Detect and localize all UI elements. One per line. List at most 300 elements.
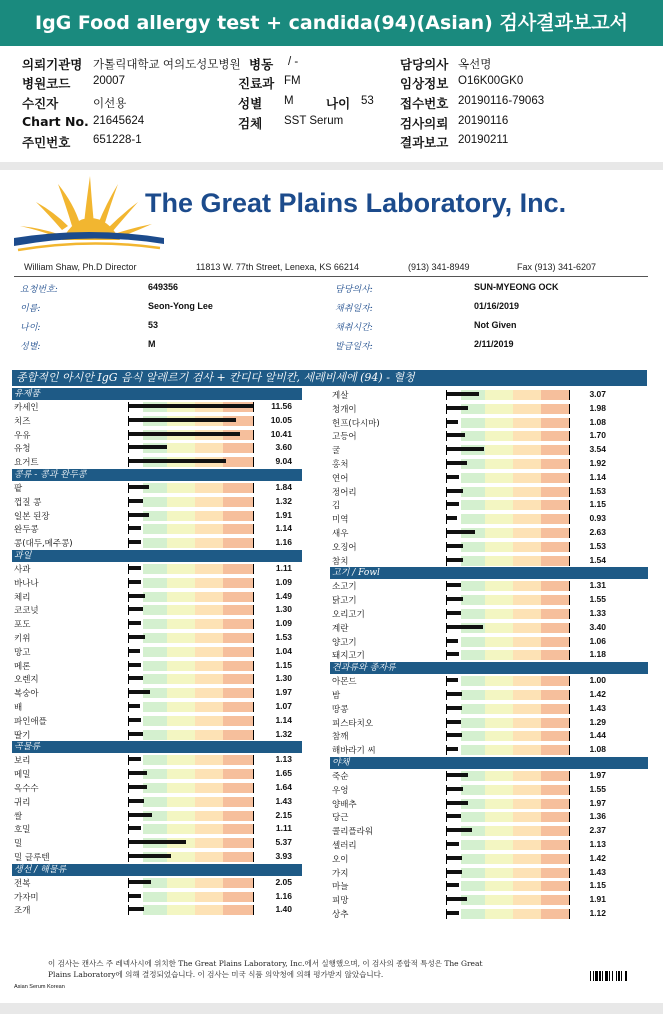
range-track <box>128 730 254 740</box>
range-zone <box>513 676 541 686</box>
result-bar <box>447 720 461 724</box>
food-name: 땅콩 <box>332 704 349 715</box>
range-zone <box>541 812 569 822</box>
result-bar <box>129 499 143 503</box>
food-name: 사과 <box>14 564 31 575</box>
range-zone <box>195 647 223 657</box>
range-zone <box>541 595 569 605</box>
result-row <box>12 400 302 414</box>
result-bar <box>447 897 467 901</box>
range-zone <box>541 581 569 591</box>
receipt-no-value: 20190116-79063 <box>458 95 545 107</box>
sex-label-2: 성별: <box>20 342 41 352</box>
range-zone <box>461 514 485 524</box>
food-name: 밀 글루텐 <box>14 852 50 863</box>
ward-value: / - <box>288 56 299 68</box>
range-zone <box>167 483 195 493</box>
range-zone <box>167 605 195 615</box>
result-bar <box>129 513 149 517</box>
barcode-icon <box>590 971 646 981</box>
result-value: 1.42 <box>589 852 606 863</box>
range-track <box>446 704 570 714</box>
range-track <box>446 868 570 878</box>
result-value: 1.09 <box>275 576 292 587</box>
result-row <box>12 700 302 714</box>
range-zone <box>223 483 253 493</box>
result-row <box>12 603 302 617</box>
range-zone <box>485 909 513 919</box>
food-name: 카세인 <box>14 403 39 413</box>
food-name: 완두콩 <box>14 525 39 536</box>
food-name: 배 <box>14 702 23 713</box>
food-name: 코코넛 <box>14 606 39 617</box>
range-zone <box>485 840 513 850</box>
range-track <box>446 909 570 919</box>
result-row <box>330 879 648 893</box>
collect-date-label: 채취일자: <box>335 304 373 314</box>
result-value: 1.55 <box>589 594 606 605</box>
result-row <box>12 441 302 455</box>
food-name: 헌프(다시마) <box>332 418 380 429</box>
resident-no-label: 주민번호 <box>22 135 71 150</box>
result-value: 1.55 <box>589 783 606 794</box>
range-zone <box>461 595 485 605</box>
range-zone <box>485 771 513 781</box>
range-zone <box>541 690 569 700</box>
range-zone <box>167 564 195 574</box>
range-zone <box>485 745 513 755</box>
disclaimer-line-2: Plains Laboratory에 의해 결정되었습니다. 이 검사는 미국 식품 의약청에 의해 평가받지 않았습니다. <box>48 970 384 979</box>
range-zone <box>485 799 513 809</box>
range-track <box>446 785 570 795</box>
result-bar <box>447 516 457 520</box>
food-name: 아몬드 <box>332 677 357 688</box>
food-name: 치즈 <box>14 416 31 427</box>
doctor-label: 담당의사 <box>400 57 449 72</box>
food-name: 귀리 <box>14 797 31 808</box>
result-row <box>12 536 302 550</box>
food-name: 전복 <box>14 878 31 889</box>
result-bar <box>447 597 463 601</box>
result-bar <box>447 530 475 534</box>
result-value: 1.00 <box>589 675 606 686</box>
range-zone <box>195 511 223 521</box>
food-name: 옥수수 <box>14 783 39 794</box>
range-track <box>128 647 254 657</box>
result-value: 1.08 <box>589 744 606 755</box>
result-row <box>12 631 302 645</box>
issue-date-value: 2/11/2019 <box>474 339 514 349</box>
department-label: 진료과 <box>238 76 275 91</box>
result-row <box>12 414 302 428</box>
range-zone <box>485 500 513 510</box>
department-value: FM <box>284 75 301 87</box>
range-zone <box>541 799 569 809</box>
range-zone <box>223 905 253 915</box>
range-zone <box>461 718 485 728</box>
hospital-code-value: 20007 <box>93 75 125 87</box>
result-value: 1.32 <box>275 495 292 506</box>
range-zone <box>541 731 569 741</box>
range-zone <box>513 650 541 660</box>
range-zone <box>485 431 513 441</box>
food-name: 피망 <box>332 896 349 907</box>
result-value: 1.44 <box>589 730 606 741</box>
range-zone <box>485 676 513 686</box>
range-zone <box>167 661 195 671</box>
range-track <box>128 564 254 574</box>
food-name: 우유 <box>14 430 31 441</box>
req-no-label: 요청번호: <box>20 285 58 295</box>
range-zone <box>513 431 541 441</box>
result-row <box>330 824 648 838</box>
range-zone <box>195 852 223 862</box>
range-zone <box>541 771 569 781</box>
food-name: 양배추 <box>332 799 357 810</box>
range-zone <box>223 838 253 848</box>
category-header: 유제품 <box>12 388 302 400</box>
report-date-value: 20190211 <box>458 134 509 146</box>
range-zone <box>195 605 223 615</box>
range-zone <box>513 909 541 919</box>
result-value: 1.14 <box>275 523 292 534</box>
food-name: 콩(대두,메주콩) <box>14 539 73 550</box>
result-value: 1.09 <box>275 618 292 629</box>
food-name: 팥 <box>14 483 23 494</box>
range-zone <box>541 854 569 864</box>
range-zone <box>541 718 569 728</box>
disclaimer-line-1: 이 검사는 캔사스 주 레넥사시에 위치한 The Great Plains Laboratory, Inc.에서 실행했으며, 이 검사의 종합적 특성은 The Great <box>48 959 483 968</box>
result-bar <box>129 771 147 775</box>
result-value: 2.15 <box>275 809 292 820</box>
req-no-value: 649356 <box>148 282 179 292</box>
range-zone <box>167 619 195 629</box>
result-bar <box>129 880 151 884</box>
range-zone <box>541 528 569 538</box>
result-bar <box>129 540 141 544</box>
result-row <box>12 822 302 836</box>
sun-logo-icon <box>14 174 164 254</box>
result-bar <box>447 461 467 465</box>
food-name: 우엉 <box>332 785 349 796</box>
range-zone <box>195 769 223 779</box>
result-bar <box>447 706 462 710</box>
result-row <box>12 809 302 823</box>
result-row <box>330 797 648 811</box>
result-row <box>330 838 648 852</box>
range-track <box>446 487 570 497</box>
range-zone <box>143 497 167 507</box>
range-track <box>128 592 254 602</box>
chart-no-value: 21645624 <box>93 115 145 127</box>
result-bar <box>129 621 141 625</box>
result-bar <box>447 544 463 548</box>
range-zone <box>485 487 513 497</box>
range-zone <box>167 497 195 507</box>
range-zone <box>223 769 253 779</box>
range-track <box>446 854 570 864</box>
result-bar <box>447 475 459 479</box>
result-value: 1.53 <box>275 631 292 642</box>
result-bar <box>447 733 462 737</box>
range-zone <box>513 556 541 566</box>
range-zone <box>485 542 513 552</box>
result-bar <box>129 718 141 722</box>
divider-band <box>0 162 663 170</box>
result-bar <box>447 814 461 818</box>
result-bar <box>129 757 141 761</box>
range-zone <box>195 524 223 534</box>
institution-value: 가톨릭대학교 여의도성모병원 <box>93 59 241 71</box>
issue-date-label: 발급일자: <box>335 342 373 352</box>
result-value: 1.15 <box>589 499 606 510</box>
range-zone <box>143 564 167 574</box>
food-name: 해바라기 씨 <box>332 746 376 757</box>
food-name: 연어 <box>332 473 349 484</box>
result-row <box>330 635 648 649</box>
result-value: 1.30 <box>275 673 292 684</box>
request-header <box>0 50 663 158</box>
range-track <box>128 783 254 793</box>
bottom-band <box>0 1003 663 1014</box>
food-name: 껍질 콩 <box>14 497 42 508</box>
range-zone <box>195 783 223 793</box>
range-zone <box>143 783 167 793</box>
result-bar <box>129 649 140 653</box>
result-bar <box>447 489 463 493</box>
panel-note: Asian Serum Korean <box>14 984 65 990</box>
food-name: 메밀 <box>14 770 31 781</box>
result-value: 1.98 <box>589 402 606 413</box>
chart-no-label: Chart No. <box>22 114 89 129</box>
range-zone <box>195 797 223 807</box>
range-zone <box>513 785 541 795</box>
food-name: 마늘 <box>332 882 349 893</box>
range-zone <box>461 690 485 700</box>
result-value: 1.91 <box>589 894 606 905</box>
range-zone <box>541 487 569 497</box>
range-zone <box>195 892 223 902</box>
result-row <box>330 457 648 471</box>
range-zone <box>541 418 569 428</box>
result-bar <box>129 526 141 530</box>
range-zone <box>195 716 223 726</box>
food-name: 밀 <box>14 839 23 850</box>
chart-title: 종합적인 아시안 IgG 음식 알레르기 검사 + 칸디다 알비칸, 세레비세에 (94) - 혈청 <box>12 370 647 386</box>
collect-date-value: 01/16/2019 <box>474 301 520 311</box>
food-name: 포도 <box>14 620 31 631</box>
range-zone <box>485 418 513 428</box>
result-value: 1.97 <box>275 687 292 698</box>
results-right-column <box>330 388 648 921</box>
range-zone <box>513 731 541 741</box>
food-name: 보리 <box>14 756 31 767</box>
result-row <box>330 743 648 757</box>
range-zone <box>513 418 541 428</box>
range-zone <box>223 457 253 467</box>
food-name: 망고 <box>14 647 31 658</box>
specimen-value: SST Serum <box>284 115 344 127</box>
result-row <box>12 672 302 686</box>
range-track <box>128 769 254 779</box>
results-left-column <box>12 388 302 917</box>
range-zone <box>143 605 167 615</box>
range-track <box>446 676 570 686</box>
result-value: 1.16 <box>275 890 292 901</box>
result-value: 1.04 <box>275 645 292 656</box>
range-zone <box>167 443 195 453</box>
range-zone <box>513 500 541 510</box>
food-name: 정어리 <box>332 487 357 498</box>
range-track <box>446 556 570 566</box>
result-value: 1.43 <box>589 702 606 713</box>
food-name: 소고기 <box>332 582 357 593</box>
range-zone <box>143 892 167 902</box>
result-bar <box>129 432 240 436</box>
result-bar <box>129 485 149 489</box>
result-value: 2.63 <box>589 526 606 537</box>
range-zone <box>541 404 569 414</box>
result-bar <box>129 813 152 817</box>
range-zone <box>461 609 485 619</box>
clinical-info-value: O16K00GK0 <box>458 75 524 87</box>
range-zone <box>167 538 195 548</box>
result-bar <box>447 828 472 832</box>
request-date-value: 20190116 <box>458 115 509 127</box>
range-zone <box>195 838 223 848</box>
range-zone <box>223 730 253 740</box>
food-name: 미역 <box>332 515 349 526</box>
result-row <box>330 388 648 402</box>
range-zone <box>223 578 253 588</box>
range-zone <box>485 473 513 483</box>
result-bar <box>129 607 143 611</box>
result-bar <box>447 392 479 396</box>
range-zone <box>485 690 513 700</box>
result-value: 9.04 <box>275 456 292 467</box>
result-row <box>330 593 648 607</box>
range-zone <box>167 811 195 821</box>
result-value: 1.91 <box>275 509 292 520</box>
range-zone <box>223 688 253 698</box>
report-title-bar: IgG Food allergy test + candida(94)(Asian) 검사결과보고서 <box>0 0 663 46</box>
range-zone <box>541 826 569 836</box>
result-value: 1.43 <box>275 795 292 806</box>
result-value: 1.84 <box>275 481 292 492</box>
range-zone <box>223 892 253 902</box>
result-bar <box>447 870 462 874</box>
range-zone <box>541 390 569 400</box>
range-zone <box>541 637 569 647</box>
category-header: 견과류와 종자류 <box>330 662 648 674</box>
range-zone <box>461 487 485 497</box>
lab-director: William Shaw, Ph.D Director <box>24 262 137 272</box>
food-name: 파인애플 <box>14 716 47 727</box>
range-zone <box>513 404 541 414</box>
range-zone <box>541 431 569 441</box>
range-zone <box>461 745 485 755</box>
range-track <box>128 716 254 726</box>
range-zone <box>167 688 195 698</box>
range-zone <box>195 905 223 915</box>
range-track <box>128 619 254 629</box>
range-zone <box>167 797 195 807</box>
food-name: 가자미 <box>14 892 39 903</box>
food-name: 쌀 <box>14 811 23 822</box>
result-bar <box>129 690 150 694</box>
range-zone <box>195 592 223 602</box>
range-zone <box>167 511 195 521</box>
result-bar <box>447 773 468 777</box>
range-zone <box>143 674 167 684</box>
range-zone <box>485 528 513 538</box>
result-row <box>330 607 648 621</box>
range-zone <box>167 892 195 902</box>
result-value: 1.15 <box>589 880 606 891</box>
range-zone <box>223 619 253 629</box>
range-zone <box>541 895 569 905</box>
result-bar <box>447 692 462 696</box>
food-name: 양고기 <box>332 637 357 648</box>
result-value: 3.93 <box>275 850 292 861</box>
result-value: 3.60 <box>275 442 292 453</box>
collect-time-value: Not Given <box>474 320 517 330</box>
range-zone <box>461 418 485 428</box>
result-row <box>330 471 648 485</box>
range-zone <box>513 390 541 400</box>
range-zone <box>461 637 485 647</box>
result-bar <box>447 639 458 643</box>
range-zone <box>143 905 167 915</box>
range-zone <box>461 704 485 714</box>
category-header: 야채 <box>330 757 648 769</box>
result-value: 1.06 <box>589 635 606 646</box>
range-zone <box>513 868 541 878</box>
result-row <box>330 716 648 730</box>
result-value: 1.11 <box>275 562 292 573</box>
name-value: Seon-Yong Lee <box>148 301 213 311</box>
food-name: 밤 <box>332 690 341 701</box>
range-track <box>128 538 254 548</box>
range-zone <box>195 824 223 834</box>
category-header: 곡물류 <box>12 741 302 753</box>
range-zone <box>513 581 541 591</box>
food-name: 죽순 <box>332 771 349 782</box>
range-zone <box>223 592 253 602</box>
range-zone <box>541 623 569 633</box>
result-row <box>330 674 648 688</box>
range-zone <box>223 524 253 534</box>
range-zone <box>513 771 541 781</box>
range-zone <box>485 514 513 524</box>
result-bar <box>129 676 143 680</box>
clinical-info-label: 임상정보 <box>400 76 449 91</box>
food-name: 키위 <box>14 633 31 644</box>
food-name: 피스타치오 <box>332 718 374 729</box>
range-zone <box>223 755 253 765</box>
result-bar <box>129 732 143 736</box>
range-zone <box>167 852 195 862</box>
range-track <box>128 524 254 534</box>
result-row <box>12 455 302 469</box>
range-zone <box>513 542 541 552</box>
result-value: 1.29 <box>589 716 606 727</box>
range-zone <box>461 581 485 591</box>
result-value: 1.13 <box>275 754 292 765</box>
range-zone <box>485 556 513 566</box>
result-value: 10.41 <box>270 428 292 439</box>
range-zone <box>143 702 167 712</box>
